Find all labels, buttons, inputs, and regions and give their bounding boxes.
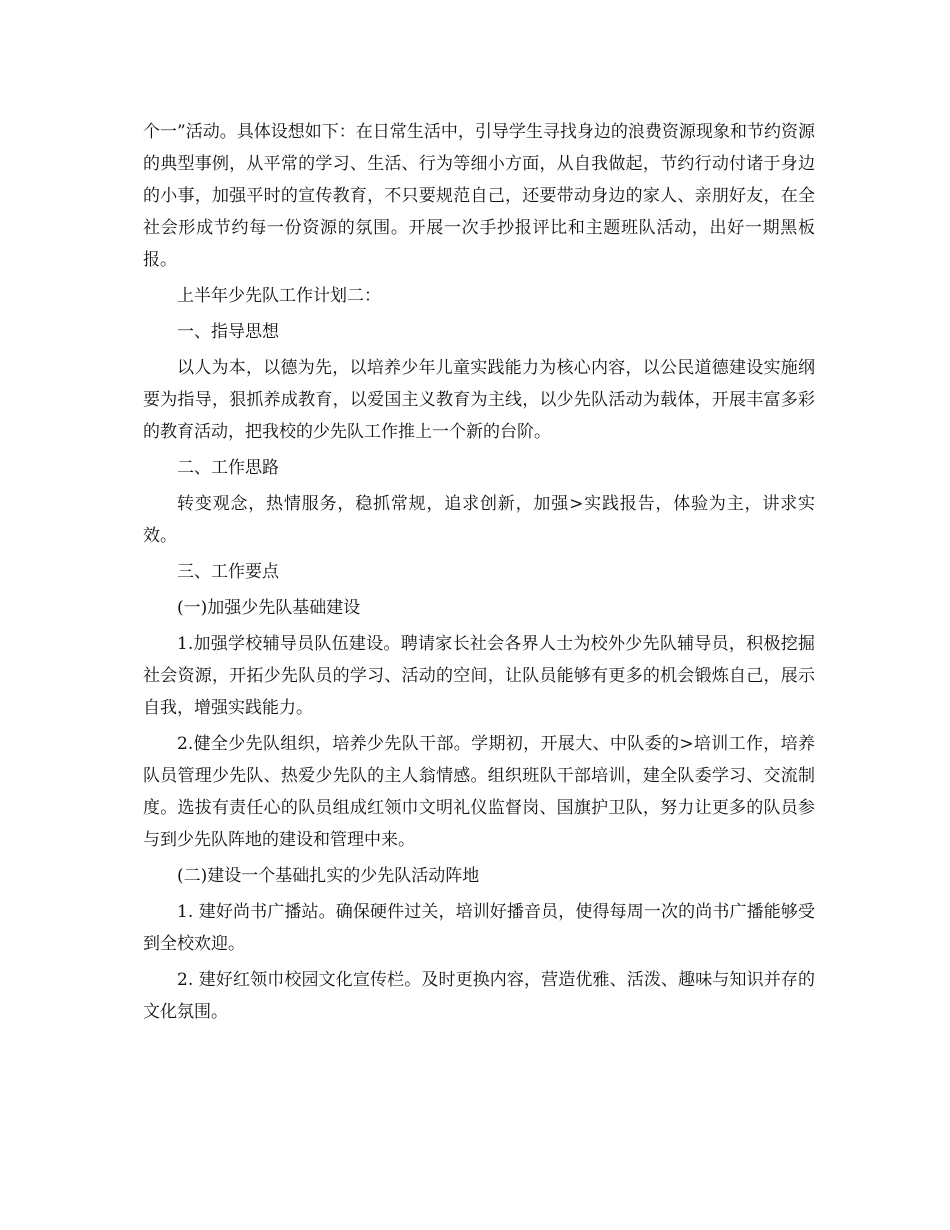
paragraph-work-approach: 转变观念，热情服务，稳抓常规，追求创新，加强>实践报告，体验为主，讲求实效。 [143, 494, 815, 546]
subheading-activity-base: (二)建设一个基础扎实的少先队活动阵地 [177, 866, 480, 886]
subheading-foundation: (一)加强少先队基础建设 [177, 598, 361, 618]
section-title-plan-two: 上半年少先队工作计划二： [177, 286, 381, 306]
list-item-broadcast-station: 1. 建好尚书广播站。确保硬件过关，培训好播音员，使得每周一次的尚书广播能够受到全校欢迎。 [143, 902, 815, 954]
list-item-counselor-team: 1.加强学校辅导员队伍建设。聘请家长社会各界人士为校外少先队辅导员，积极挖掘社会资源，开拓少先队员的学习、活动的空间，让队员能够有更多的机会锻炼自己，展示自我，增强实践能力。 [143, 634, 815, 718]
list-item-organization: 2.健全少先队组织，培养少先队干部。学期初，开展大、中队委的>培训工作，培养队员管理少先队、热爱少先队的主人翁情感。组织班队干部培训，建全队委学习、交流制度。选拔有责任心的队员组成红领巾文明礼仪监督岗、国旗护卫队，努力让更多的队员参与到少先队阵地的建设和管理中来。 [143, 734, 815, 850]
list-item-bulletin-board: 2. 建好红领巾校园文化宣传栏。及时更换内容，营造优雅、活泼、趣味与知识并存的文化氛围。 [143, 970, 815, 1022]
heading-guiding-ideology: 一、指导思想 [177, 322, 279, 342]
paragraph-intro-continuation: 个一”活动。具体设想如下：在日常生活中，引导学生寻找身边的浪费资源现象和节约资源的典型事例，从平常的学习、生活、行为等细小方面，从自我做起，节约行动付诸于身边的小事，加强平时的宣传教育，不只要规范自己，还要带动身边的家人、亲朋好友，在全社会形成节约每一份资源的氛围。开展一次手抄报评比和主题班队活动，出好一期黑板报。 [143, 122, 815, 270]
document-body [143, 116, 815, 1032]
heading-work-points: 三、工作要点 [177, 562, 279, 582]
heading-work-approach: 二、工作思路 [177, 458, 279, 478]
paragraph-guiding-ideology: 以人为本，以德为先，以培养少年儿童实践能力为核心内容，以公民道德建设实施纲要为指导，狠抓养成教育，以爱国主义教育为主线，以少先队活动为载体，开展丰富多彩的教育活动，把我校的少先队工作推上一个新的台阶。 [143, 358, 815, 442]
